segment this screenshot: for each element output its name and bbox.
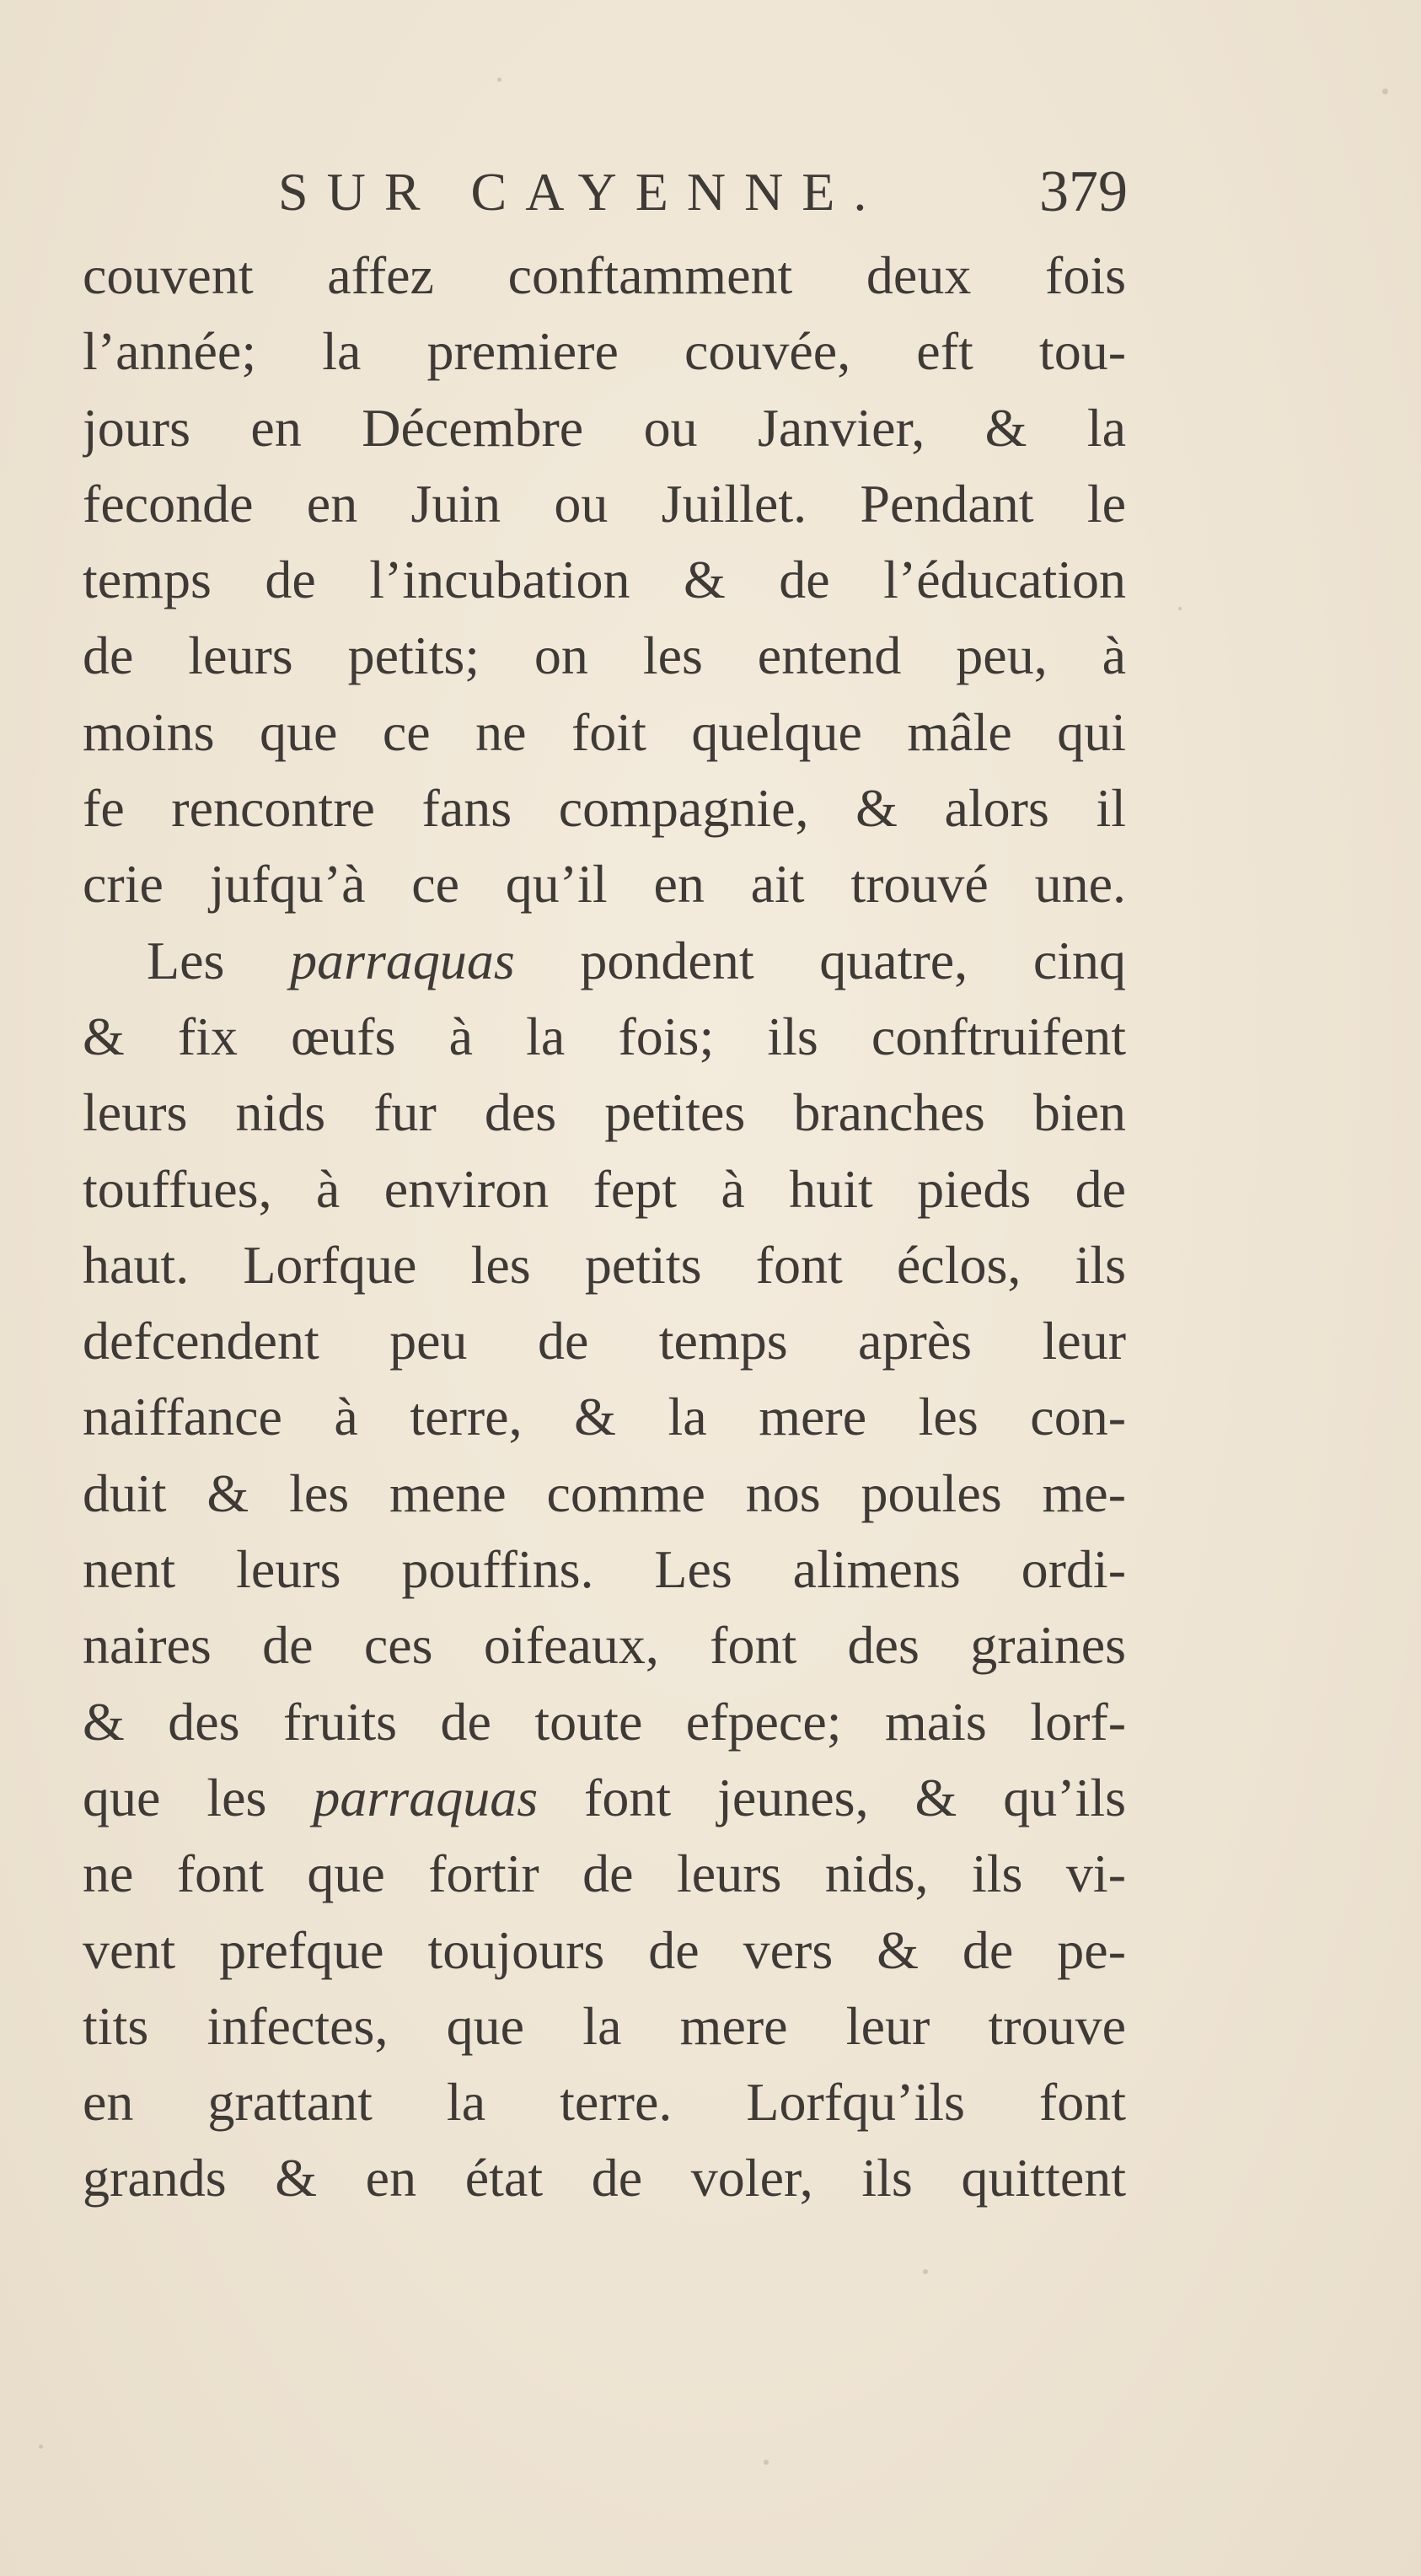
text-line [83,2064,1126,2140]
text-line [83,390,1126,466]
text-run: nent leurs pouffins. Les alimens ordi- [83,1539,1126,1600]
text-run: crie jufqu’à ce qu’il en ait trouvé une. [83,854,1126,915]
text-line [83,846,1126,922]
text-line [83,466,1126,542]
running-title: SUR CAYENNE. [278,162,886,222]
text-line [83,1988,1126,2064]
text-run: moins que ce ne foit quelque mâle qui [83,701,1126,762]
text-line [83,1151,1126,1227]
text-line [83,1760,1126,1836]
text-run: grands & en état de voler, ils quittent [83,2148,1126,2208]
text-line [83,1532,1126,1607]
text-run: duit & les mene comme nos poules me- [83,1462,1126,1523]
text-line [83,999,1126,1075]
body-text [83,238,1126,2217]
running-head [0,158,1421,226]
text-run: que les [83,1767,314,1827]
text-run: l’année; la premiere couvée, eft tou- [83,321,1126,382]
paper-speck [1178,607,1182,610]
text-run: ne font que fortir de leurs nids, ils vi- [83,1843,1126,1904]
text-run: pondent quatre, cinq [514,930,1126,990]
paper-speck [39,2445,43,2449]
text-line [83,314,1126,389]
text-line [83,1913,1126,1988]
text-line [83,238,1126,314]
text-line [83,1379,1126,1455]
text-line [83,770,1126,846]
text-run: & des fruits de toute efpece; mais lorf- [83,1691,1126,1752]
text-run: couvent affez conftamment deux fois [83,245,1126,305]
text-run: de leurs petits; on les entend peu, à [83,625,1126,686]
text-run: naires de ces oifeaux, font des graines [83,1615,1126,1676]
page-number: 379 [1039,159,1128,224]
text-run: touffues, à environ fept à huit pieds de [83,1158,1126,1219]
text-run: vent prefque toujours de vers & de pe- [83,1919,1126,1980]
paper-speck [764,2460,769,2465]
text-line [83,695,1126,770]
text-line [83,1836,1126,1912]
text-run: jours en Décembre ou Janvier, & la [83,397,1126,458]
text-line [83,1607,1126,1683]
text-line [83,2140,1126,2216]
text-run: font jeunes, & qu’ils [538,1767,1126,1827]
text-run: feconde en Juin ou Juillet. Pendant le [83,473,1126,534]
text-line [83,923,1126,999]
italic-term: parraquas [313,1767,539,1827]
text-line [83,1303,1126,1379]
text-run: haut. Lorfque les petits font éclos, ils [83,1234,1126,1295]
paper-speck [1382,89,1388,94]
text-line [83,1075,1126,1151]
italic-term: parraquas [290,930,515,990]
text-run: & fix œufs à la fois; ils conftruifent [83,1006,1126,1066]
text-run: leurs nids fur des petites branches bien [83,1082,1126,1143]
paper-speck [923,2269,928,2274]
text-run: tits infectes, que la mere leur trouve [83,1995,1126,2056]
text-line [83,1456,1126,1532]
text-line [83,542,1126,618]
text-run: fe rencontre fans compagnie, & alors il [83,778,1126,839]
paper-speck [497,78,501,82]
text-run: temps de l’incubation & de l’éducation [83,550,1126,610]
text-line [83,618,1126,694]
text-line [83,1227,1126,1303]
text-run: naiffance à terre, & la mere les con- [83,1387,1126,1447]
text-run: defcendent peu de temps après leur [83,1311,1126,1371]
text-line [83,1684,1126,1760]
text-run: Les [147,930,291,990]
text-run: en grattant la terre. Lorfqu’ils font [83,2072,1126,2133]
